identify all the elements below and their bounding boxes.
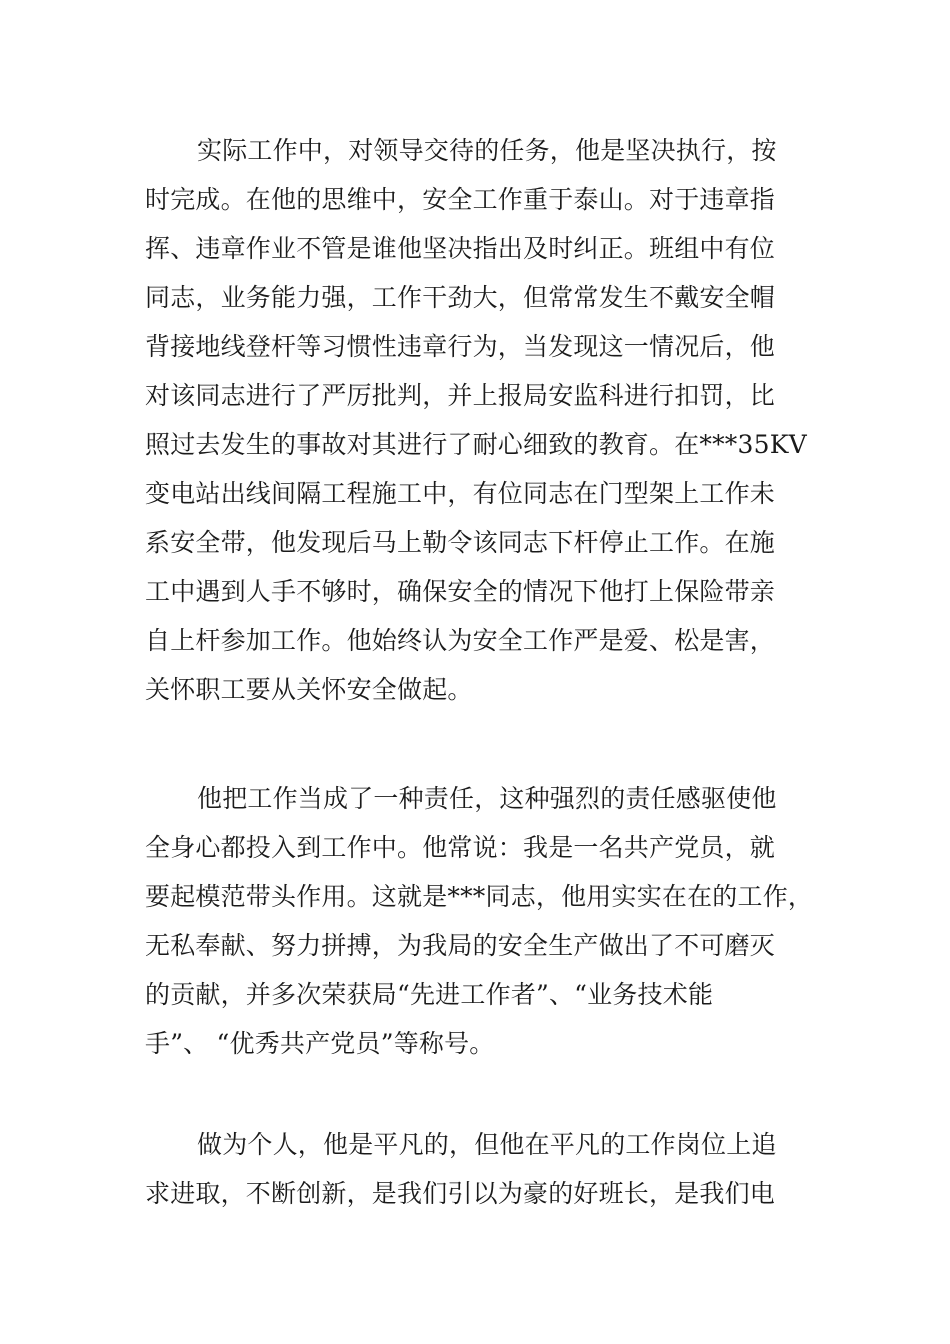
text-line: 挥、违章作业不管是谁他坚决指出及时纠正。班组中有位: [145, 234, 776, 263]
text-line: 照过去发生的事故对其进行了耐心细致的教育。在***35KV: [145, 430, 807, 459]
text-line: 背接地线登杆等习惯性违章行为，当发现这一情况后，他: [145, 332, 776, 361]
text-line: 系安全带，他发现后马上勒令该同志下杆停止工作。在施: [145, 528, 776, 557]
text-line: 同志，业务能力强，工作干劲大，但常常发生不戴安全帽: [145, 283, 776, 312]
text-line: 工中遇到人手不够时，确保安全的情况下他打上保险带亲: [145, 577, 776, 606]
text-line: 要起模范带头作用。这就是***同志，他用实实在在的工作，: [145, 882, 814, 911]
paragraph-safety-work: [145, 126, 825, 714]
text-line: 无私奉献、努力拼搏，为我局的安全生产做出了不可磨灭: [145, 931, 776, 960]
text-line: 时完成。在他的思维中，安全工作重于泰山。对于违章指: [145, 185, 776, 214]
paragraph-conclusion: [145, 1120, 825, 1218]
text-line: 做为个人，他是平凡的，但他在平凡的工作岗位上追: [197, 1130, 777, 1159]
text-line: 实际工作中，对领导交待的任务，他是坚决执行，按: [197, 136, 777, 165]
text-line: 求进取，不断创新，是我们引以为豪的好班长，是我们电: [145, 1179, 776, 1208]
paragraph-responsibility: [145, 774, 825, 1068]
text-line: 手”、 “优秀共产党员”等称号。: [145, 1029, 495, 1058]
text-line: 对该同志进行了严厉批判，并上报局安监科进行扣罚，比: [145, 381, 776, 410]
text-line: 的贡献，并多次荣获局“先进工作者”、“业务技术能: [145, 980, 714, 1009]
text-line: 他把工作当成了一种责任，这种强烈的责任感驱使他: [197, 784, 777, 813]
text-line: 全身心都投入到工作中。他常说：我是一名共产党员，就: [145, 833, 776, 862]
text-line: 变电站出线间隔工程施工中，有位同志在门型架上工作未: [145, 479, 776, 508]
text-line: 关怀职工要从关怀安全做起。: [145, 675, 473, 704]
text-line: 自上杆参加工作。他始终认为安全工作严是爱、松是害，: [145, 626, 776, 655]
